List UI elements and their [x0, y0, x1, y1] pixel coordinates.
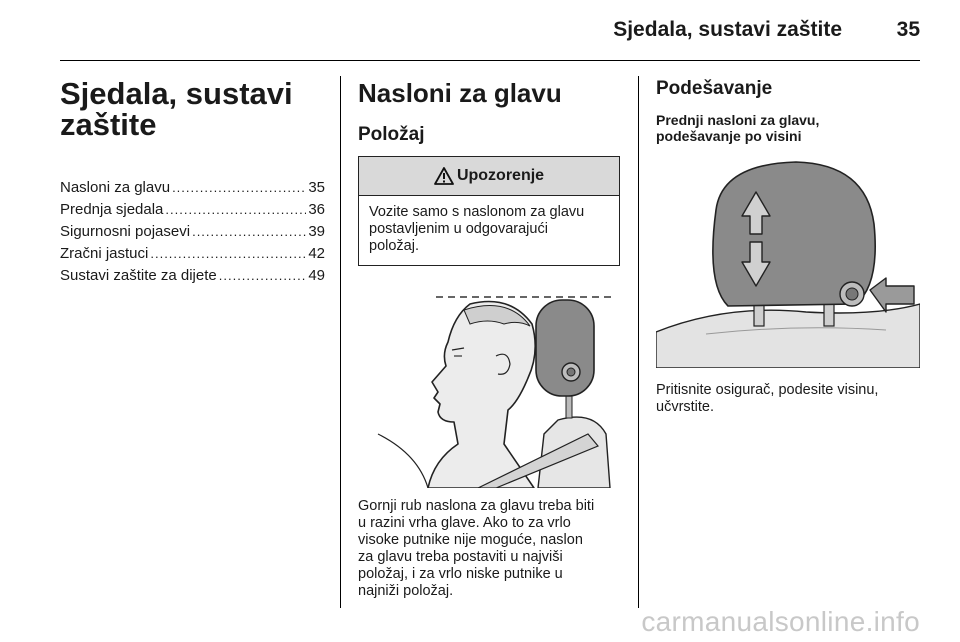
warning-line: postavljenim u odgovarajući	[369, 221, 548, 237]
toc-item-child-restraints[interactable]	[60, 265, 325, 287]
warning-triangle-icon	[434, 167, 454, 185]
toc-item-page: 49	[308, 267, 325, 284]
toc-item-label: Prednja sjedala	[60, 201, 164, 218]
chapter-title	[60, 78, 330, 140]
toc-item-label: Sigurnosni pojasevi	[60, 223, 191, 240]
header-rule	[60, 60, 920, 61]
running-header	[0, 18, 920, 48]
caption-line: za glavu treba postaviti u najviši	[358, 549, 563, 565]
head-profile-illustration	[358, 284, 620, 488]
running-title: Sjedala, sustavi zaštite	[613, 18, 842, 41]
subsection-title: Položaj	[358, 124, 425, 145]
headrest-height-illustration	[656, 154, 920, 368]
toc-item-label: Nasloni za glavu	[60, 179, 171, 196]
toc-leader-dots	[192, 221, 306, 243]
subtitle-line: Prednji nasloni za glavu,	[656, 112, 820, 128]
toc-item-label: Sustavi zaštite za dijete	[60, 267, 217, 284]
toc-leader-dots	[165, 199, 306, 221]
warning-line: Vozite samo s naslonom za glavu	[369, 204, 585, 220]
toc-item-page: 42	[308, 245, 325, 262]
toc-item-front-seats[interactable]	[60, 199, 325, 221]
toc-leader-dots	[172, 177, 306, 199]
section-title: Nasloni za glavu	[358, 78, 562, 108]
toc-item-seat-belts[interactable]	[60, 221, 325, 243]
toc-item-headrests[interactable]	[60, 177, 325, 199]
caption-line: najniži položaj.	[358, 583, 454, 599]
headrest-position-illustration	[358, 284, 620, 488]
page-number: 35	[896, 18, 920, 41]
warning-box	[358, 156, 620, 266]
toc-item-page: 35	[308, 179, 325, 196]
toc-item-label: Zračni jastuci	[60, 245, 149, 262]
column-divider-1	[340, 76, 341, 608]
caption-line: učvrstite.	[656, 399, 715, 415]
adjustment-caption	[656, 382, 920, 416]
table-of-contents	[60, 177, 325, 287]
toc-item-airbags[interactable]	[60, 243, 325, 265]
watermark: carmanualsonline.info	[641, 606, 920, 637]
chapter-title-line: zaštite	[60, 107, 157, 142]
caption-line: u razini vrha glave. Ako to za vrlo	[358, 515, 571, 531]
caption-line: položaj, i za vrlo niske putnike u	[358, 566, 563, 582]
subtitle-line: podešavanje po visini	[656, 128, 802, 144]
warning-text	[359, 196, 619, 255]
warning-header	[359, 157, 619, 196]
toc-leader-dots	[219, 265, 307, 287]
chapter-title-line: Sjedala, sustavi	[60, 76, 293, 111]
toc-item-page: 39	[308, 223, 325, 240]
warning-title: Upozorenje	[456, 167, 545, 184]
toc-item-page: 36	[308, 201, 325, 218]
toc-leader-dots	[150, 243, 306, 265]
adjustment-title: Podešavanje	[656, 78, 773, 99]
caption-line: visoke putnike nije moguće, naslon	[358, 532, 583, 548]
position-caption	[358, 498, 624, 600]
caption-line: Gornji rub naslona za glavu treba biti	[358, 498, 595, 514]
column-divider-2	[638, 76, 639, 608]
headrest-adjust-illustration	[656, 154, 920, 368]
caption-line: Pritisnite osigurač, podesite visinu,	[656, 382, 879, 398]
adjustment-subtitle	[656, 112, 916, 144]
warning-line: položaj.	[369, 238, 419, 254]
